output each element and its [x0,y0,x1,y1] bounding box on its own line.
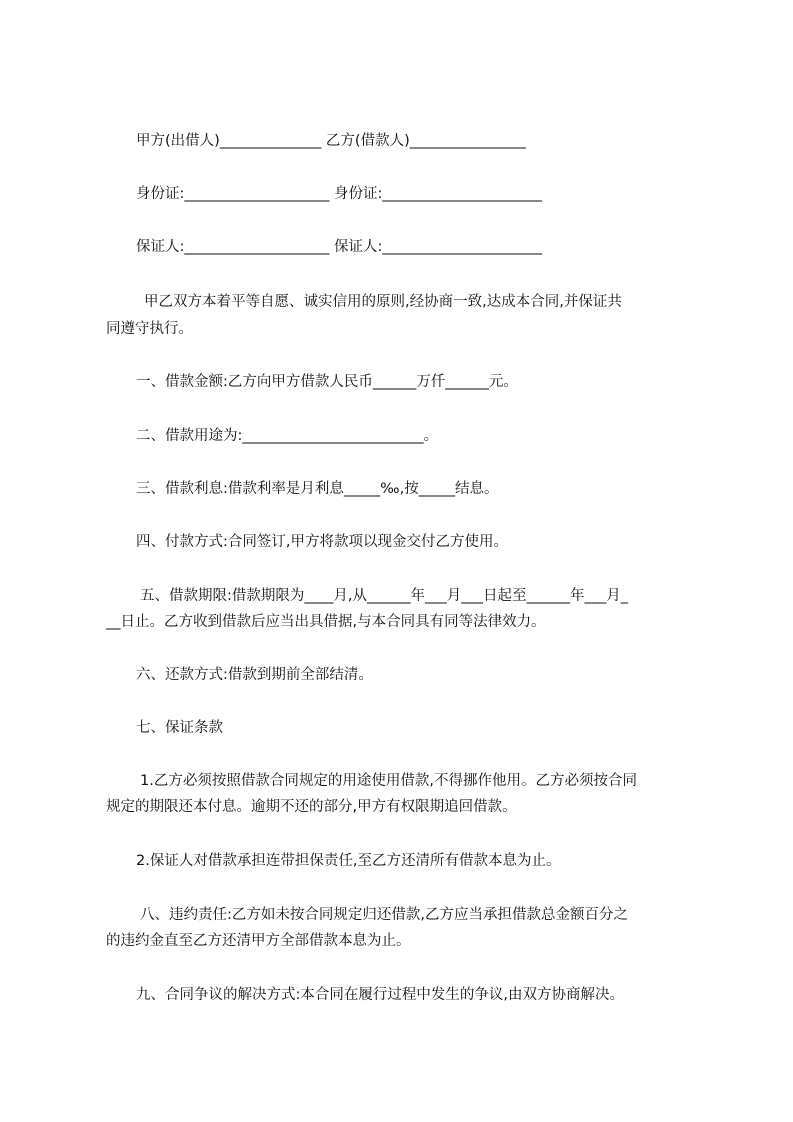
clause-9-dispute: 九、合同争议的解决方式:本合同在履行过程中发生的争议,由双方协商解决。 [136,987,624,1003]
preamble-line-1: 甲乙双方本着平等自愿、诚实信用的原则,经协商一致,达成本合同,并保证共 [144,294,622,310]
clause-5-term-line-2: __日止。乙方收到借款后应当出具借据,与本合同具有同等法律效力。 [106,614,546,630]
parties-id-card: 身份证:____________________ 身份证:______________________ [136,186,542,202]
clause-7-1-line-1: 1.乙方必须按照借款合同规定的用途使用借款,不得挪作他用。乙方必须按合同 [140,773,637,789]
clause-8-line-1: 八、违约责任:乙方如未按合同规定归还借款,乙方应当承担借款总金额百分之 [140,907,628,923]
clause-1-amount: 一、借款金额:乙方向甲方借款人民币______万仟______元。 [136,374,518,390]
clause-2-purpose: 二、借款用途为:_________________________。 [136,428,439,444]
clause-7-heading: 七、保证条款 [136,720,223,736]
preamble-line-2: 同遵守执行。 [106,321,193,337]
clause-6-repayment: 六、还款方式:借款到期前全部结清。 [136,667,373,683]
clause-7-1-line-2: 规定的期限还本付息。逾期不还的部分,甲方有权限期追回借款。 [106,799,517,815]
parties-guarantor: 保证人:____________________ 保证人:______________________ [136,239,542,255]
clause-5-term-line-1: 五、借款期限:借款期限为____月,从______年___月___日起至______年___月_ [140,588,628,604]
clause-8-line-2: 的违约金直至乙方还清甲方全部借款本息为止。 [106,933,411,949]
parties-lender-borrower: 甲方(出借人)______________ 乙方(借款人)________________ [136,133,526,149]
clause-4-payment: 四、付款方式:合同签订,甲方将款项以现金交付乙方使用。 [136,534,508,550]
clause-3-interest: 三、借款利息:借款利率是月利息_____‰,按_____结息。 [136,481,499,497]
clause-7-2: 2.保证人对借款承担连带担保责任,至乙方还清所有借款本息为止。 [136,853,561,869]
